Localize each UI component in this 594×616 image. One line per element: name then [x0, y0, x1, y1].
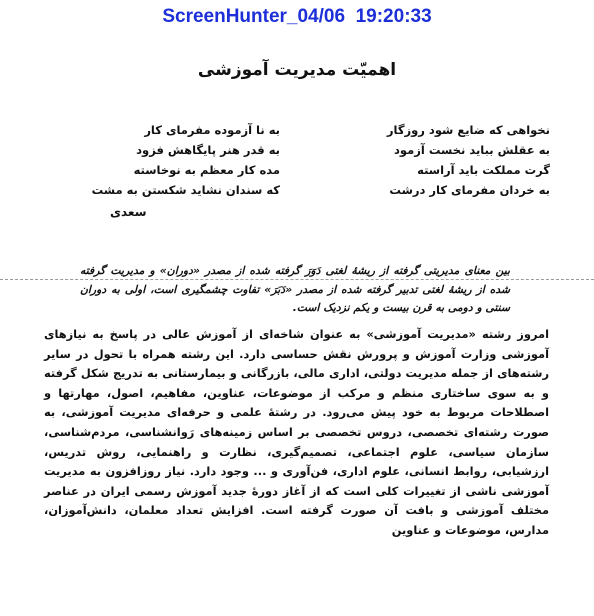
poem-line-right-1: نخواهی که ضایع شود روزگار: [386, 123, 550, 137]
poem-line-left-2: به قدر هنر پایگاهش فزود: [136, 143, 280, 157]
poem-line-left-1: به نا آزموده مفرمای کار: [144, 123, 280, 137]
poem-line-left-3: مده کار معظم به نوخاسته: [133, 163, 280, 177]
screenshot-banner: ScreenHunter_04/06 19:20:33: [162, 6, 432, 27]
intro-paragraph: بین معنای مدیریتی گرفته از ریشهٔ لغتی دَوَرَ گرفته شده از مصدر «دوران» و مدیریت گرفته شده از ریشهٔ لغتی تدبیر گرفته شده از مصدر «دَبَرَ» تفاوت چشمگیری است، اولی به دوران سنتی و دومی به قرن بیست و یکم نزدیک است.: [80, 264, 510, 314]
poem-line-right-3: گرت مملکت باید آراسته: [417, 163, 550, 177]
poem-line-right-2: به عقلش بباید نخست آزمود: [394, 143, 550, 157]
poem-line-right-4: به خردان مفرمای کار درشت: [389, 183, 550, 197]
page-title: اهمیّت مدیریت آموزشی: [197, 60, 397, 80]
poem-line-left-4: که سندان نشاید شکستن به مشت: [91, 183, 280, 197]
poem-signature: سعدی: [110, 205, 147, 219]
scan-fold-line: [0, 279, 594, 280]
body-paragraph: امروز رشته «مدیریت آموزشی» به عنوان شاخه‌ای از آموزش عالی در پاسخ به نیازهای آموزشی وزارت آموزش و پرورش نقش حساسی دارد. این رشته همراه با تحول در سایر رشته‌های از جمله مدیریت دولتی، اداری مالی، بازرگانی و بیمارستانی به تدریج شکل گرفته و به سوی ساختاری منظم و مرکب از موضوعات، عناوین، مفاهیم، اصول، مهارتها و اصطلاحات مربوط به خود پیش می‌رود. در رشتهٔ علمی و حرفه‌ای مدیریت آموزشی، به صورت رشته‌ای تخصصی، دروس تخصصی بر اساس زمینه‌های رَوانشناسی، مردم‌شناسی، سازمان سیاسی، علوم اجتماعی، تصمیم‌گیری، نظارت و راهنمایی، روش تدریس، ارزشیابی، روابط انسانی، علوم اداری، فن‌آوری و ... وجود دارد. نیاز روزافزون به مدیریت آموزشی ناشی از تغییرات کلی است که از آغاز دورهٔ جدید آموزش رسمی ایران در عناصر مختلف آموزشی و بافت آن صورت گرفته است. افزایش تعداد معلمان، دانش‌آموزان، مدارس، موضوعات و عناوین: [44, 327, 549, 537]
